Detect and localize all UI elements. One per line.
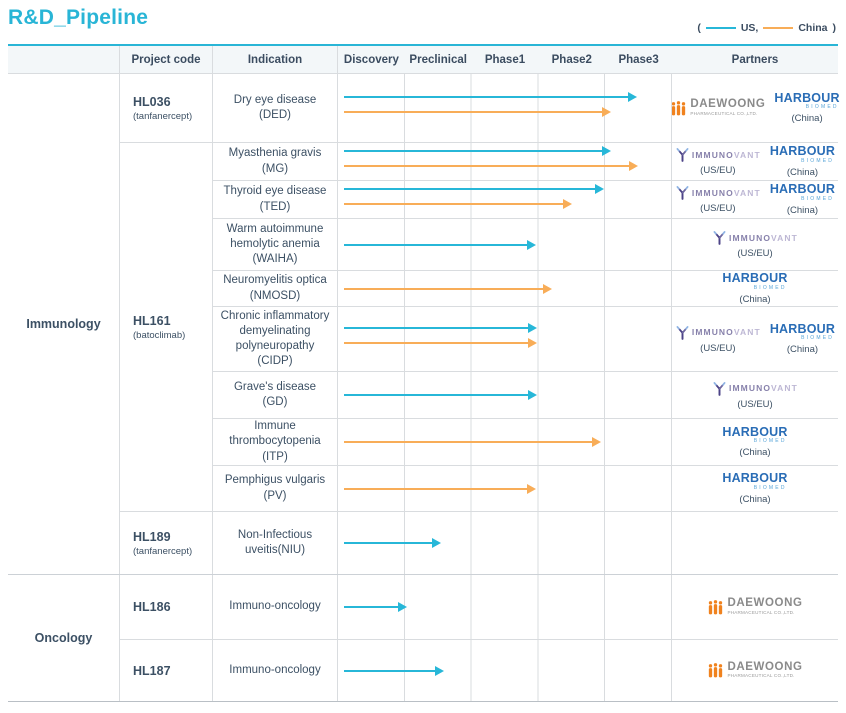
harbour-biomed-logo: [722, 272, 787, 291]
project-cell: [120, 74, 213, 142]
arrow-shaft: [344, 327, 532, 329]
project-drug-name: (tanfanercept): [133, 545, 193, 557]
arrow-shaft: [344, 203, 567, 205]
project-drug-name: (tanfanercept): [133, 110, 193, 122]
indication-line: (DED): [259, 109, 291, 121]
pipeline-row: [213, 306, 838, 371]
harbour-biomed-subtitle: BIOMED: [801, 157, 835, 164]
indication-cell: [213, 419, 338, 465]
timeline-cell: [338, 74, 672, 142]
partners-cell: [672, 372, 838, 418]
harbour-biomed-logo: [722, 472, 787, 491]
pipeline-arrow-china: [344, 161, 638, 171]
daewoong-subtitle: PHARMACEUTICAL CO.,LTD.: [727, 609, 795, 615]
pipeline-arrow-us: [344, 184, 604, 194]
indication-line: uveitis(NIU): [244, 544, 306, 556]
pipeline-arrow-us: [344, 240, 536, 250]
category-cell: [8, 74, 120, 574]
arrow-head: [595, 184, 604, 194]
indication-cell: [213, 372, 338, 418]
partner-region-label: (China): [739, 493, 771, 505]
project-group: [120, 639, 838, 701]
partners-cell: [672, 419, 838, 465]
harbour-biomed-logo: [770, 145, 835, 164]
pipeline-row: [213, 74, 838, 142]
partner-region-label: (US/EU): [737, 398, 773, 410]
partner-region-label: (US/EU): [700, 342, 736, 354]
arrow-head: [602, 107, 611, 117]
daewoong-icon: [707, 600, 724, 615]
indication-line: (TED): [259, 200, 291, 213]
indication-line: Non-Infectious: [237, 528, 313, 541]
indication-line: Immuno-oncology: [229, 663, 321, 676]
indication-line: (WAIHA): [252, 253, 298, 266]
indication-cell: [213, 307, 338, 371]
daewoong-subtitle: PHARMACEUTICAL CO.,LTD.: [690, 110, 758, 116]
pipeline-section: [8, 574, 838, 701]
project-cell: [120, 143, 213, 511]
indication-cell: [213, 74, 338, 142]
immunovant-antibody-icon: [675, 185, 690, 200]
daewoong-text: [727, 662, 802, 679]
partner-daewoong: [670, 99, 765, 116]
indication-rows: [213, 512, 838, 574]
arrow-shaft: [344, 96, 632, 98]
partner-immunovant: [675, 185, 761, 214]
immunovant-name: IMMUNOVANT: [729, 232, 798, 243]
harbour-biomed-logo: [770, 323, 835, 342]
header-phase-2: Phase2: [551, 53, 592, 66]
timeline-cell: [338, 181, 672, 218]
legend-us-swatch: [706, 27, 736, 29]
indication-cell: [213, 575, 338, 639]
pipeline-row: [213, 640, 838, 701]
indication-line: Pemphigus vulgaris: [224, 474, 326, 487]
partner-region-label: (China): [786, 166, 819, 178]
timeline-cell: [338, 419, 672, 465]
indication-line: (PV): [263, 489, 287, 502]
daewoong-text: [727, 598, 802, 615]
project-cell: [120, 640, 213, 701]
header-indication: [213, 46, 338, 73]
partners-cell: [672, 640, 838, 701]
project-code: HL187: [133, 663, 171, 678]
project-code: HL189: [133, 529, 171, 544]
partners-cell: [672, 143, 838, 180]
header-partners-label: Partners: [731, 53, 779, 66]
partner-harbour: [770, 323, 835, 356]
legend-open-paren: (: [697, 22, 701, 34]
harbour-name: HARBOUR: [769, 144, 836, 159]
project-cell: [120, 512, 213, 574]
arrow-shaft: [344, 188, 599, 190]
indication-line: Myasthenia gravis: [228, 147, 322, 160]
partners-cell: [672, 575, 838, 639]
project-cell: [120, 575, 213, 639]
indication-line: Chronic inflammatory: [220, 309, 330, 322]
immunovant-logo: [675, 325, 761, 340]
arrow-shaft: [344, 441, 596, 443]
immunovant-antibody-icon: [712, 381, 727, 396]
harbour-name: HARBOUR: [774, 90, 840, 105]
arrow-shaft: [344, 606, 402, 608]
harbour-biomed-subtitle: BIOMED: [805, 104, 839, 111]
table-body: [8, 74, 838, 701]
harbour-biomed-subtitle: BIOMED: [801, 195, 835, 202]
daewoong-logo: [707, 662, 802, 679]
pipeline-arrow-china: [344, 284, 552, 294]
daewoong-subtitle: PHARMACEUTICAL CO.,LTD.: [727, 673, 795, 679]
arrow-head: [628, 92, 637, 102]
pipeline-section: [8, 74, 838, 574]
arrow-shaft: [344, 150, 606, 152]
indication-line: (MG): [261, 162, 289, 175]
project-group: [120, 74, 838, 142]
timeline-cell: [338, 575, 672, 639]
pipeline-arrow-us: [344, 92, 637, 102]
indication-line: Dry eye disease: [233, 93, 317, 106]
pipeline-arrow-us: [344, 538, 441, 548]
section-content: [120, 74, 838, 574]
partner-harbour: [770, 183, 835, 216]
partner-immunovant: [712, 381, 798, 410]
timeline-cell: [338, 372, 672, 418]
indication-line: (ITP): [262, 450, 288, 463]
indication-rows: [213, 575, 838, 639]
arrow-head: [528, 323, 537, 333]
pipeline-arrow-china: [344, 199, 572, 209]
daewoong-name: DAEWOONG: [727, 597, 803, 610]
project-code: HL161: [133, 313, 171, 328]
project-group: [120, 142, 838, 511]
indication-line: Thyroid eye disease: [223, 185, 327, 198]
indication-line: (NMOSD): [249, 289, 301, 302]
arrow-shaft: [344, 165, 633, 167]
harbour-name: HARBOUR: [722, 271, 788, 286]
harbour-biomed-logo: [722, 426, 787, 445]
indication-line: (CIDP): [257, 355, 293, 368]
header-phase-preclinical: Preclinical: [409, 53, 467, 66]
partner-region-label: (US/EU): [700, 165, 736, 176]
project-code: HL036: [133, 94, 171, 109]
pipeline-arrow-china: [344, 107, 611, 117]
harbour-biomed-subtitle: BIOMED: [753, 284, 787, 291]
indication-line: Immuno-oncology: [229, 600, 321, 613]
harbour-biomed-subtitle: BIOMED: [753, 438, 787, 445]
immunovant-antibody-icon: [675, 147, 690, 162]
pipeline-row: [213, 371, 838, 418]
project-code: HL186: [133, 600, 171, 614]
arrow-head: [527, 484, 536, 494]
timeline-cell: [338, 512, 672, 574]
partners-cell: [672, 74, 838, 142]
immunovant-logo: [712, 230, 798, 245]
partner-immunovant: [675, 147, 761, 176]
pipeline-arrow-us: [344, 323, 537, 333]
partner-region-label: (China): [786, 344, 819, 356]
harbour-name: HARBOUR: [722, 424, 788, 439]
harbour-biomed-subtitle: BIOMED: [801, 335, 835, 342]
indication-cell: [213, 181, 338, 218]
arrow-head: [592, 437, 601, 447]
partner-daewoong: [707, 662, 802, 679]
arrow-shaft: [344, 342, 532, 344]
timeline-cell: [338, 143, 672, 180]
legend-china-label: China: [798, 22, 828, 34]
partner-immunovant: [675, 325, 761, 354]
timeline-cell: [338, 271, 672, 306]
partner-harbour: [722, 426, 787, 459]
indication-line: thrombocytopenia: [229, 435, 321, 448]
pipeline-row: [213, 465, 838, 511]
partners-cell: [672, 181, 838, 218]
arrow-head: [563, 199, 572, 209]
header-phase-3: Phase3: [618, 53, 659, 66]
project-group: [120, 511, 838, 574]
partner-region-label: (US/EU): [700, 203, 736, 214]
arrow-head: [398, 602, 407, 612]
arrow-head: [528, 338, 537, 348]
harbour-name: HARBOUR: [769, 182, 836, 197]
partners-cell: [672, 466, 838, 511]
pipeline-row: [213, 270, 838, 306]
immunovant-logo: [675, 185, 761, 200]
pipeline-row: [213, 218, 838, 270]
header-partners: [672, 46, 838, 73]
indication-line: Warm autoimmune: [226, 222, 324, 235]
daewoong-icon: [707, 663, 724, 678]
pipeline-arrow-china: [344, 437, 601, 447]
indication-line: Grave's disease: [233, 380, 317, 393]
immunovant-antibody-icon: [675, 325, 690, 340]
immunovant-name: IMMUNOVANT: [691, 149, 761, 160]
harbour-biomed-logo: [770, 183, 835, 202]
header-project-code: [120, 46, 213, 73]
immunovant-logo: [675, 147, 761, 162]
harbour-name: HARBOUR: [722, 471, 788, 486]
header-phase-1: Phase1: [484, 53, 526, 66]
arrow-shaft: [344, 244, 531, 246]
harbour-name: HARBOUR: [769, 321, 836, 336]
partner-harbour: [770, 145, 835, 178]
indication-line: Immune: [254, 420, 296, 433]
partner-immunovant: [712, 230, 798, 259]
pipeline-table: [8, 44, 838, 702]
project-drug-name: (batoclimab): [133, 329, 186, 341]
arrow-shaft: [344, 670, 439, 672]
indication-line: (GD): [262, 396, 288, 408]
table-header: [8, 46, 838, 74]
arrow-head: [432, 538, 441, 548]
partner-daewoong: [707, 598, 802, 615]
timeline-cell: [338, 219, 672, 270]
header-project-code-label: Project code: [131, 53, 201, 66]
immunovant-antibody-icon: [712, 230, 727, 245]
category-cell: [8, 575, 120, 701]
category-label: Oncology: [34, 631, 93, 645]
arrow-shaft: [344, 394, 532, 396]
pipeline-arrow-us: [344, 666, 444, 676]
header-phase-discovery: Discovery: [343, 53, 399, 66]
partner-region-label: (US/EU): [737, 248, 773, 259]
arrow-head: [435, 666, 444, 676]
indication-cell: [213, 640, 338, 701]
daewoong-name: DAEWOONG: [727, 660, 803, 673]
pipeline-arrow-us: [344, 602, 407, 612]
page-title: R&D_Pipeline: [8, 6, 149, 29]
indication-cell: [213, 512, 338, 574]
header-indication-label: Indication: [247, 53, 303, 66]
daewoong-logo: [707, 598, 802, 615]
arrow-shaft: [344, 488, 531, 490]
header-phases: [338, 46, 672, 73]
partner-harbour: [722, 272, 787, 305]
pipeline-row: [213, 180, 838, 218]
pipeline-arrow-china: [344, 484, 536, 494]
pipeline-row: [213, 575, 838, 639]
pipeline-row: [213, 143, 838, 180]
partner-harbour: [722, 472, 787, 505]
indication-line: Neuromyelitis optica: [223, 274, 327, 287]
legend-close-paren: ): [832, 22, 836, 34]
arrow-shaft: [344, 542, 436, 544]
section-content: [120, 575, 838, 701]
pipeline-arrow-us: [344, 390, 537, 400]
legend-china-swatch: [763, 27, 793, 29]
partner-region-label: (China): [791, 113, 823, 125]
partners-cell: [672, 307, 838, 371]
daewoong-icon: [670, 101, 687, 116]
pipeline-row: [213, 418, 838, 465]
harbour-biomed-subtitle: BIOMED: [753, 484, 787, 491]
project-group: [120, 575, 838, 639]
partner-harbour: [774, 92, 839, 125]
indication-rows: [213, 74, 838, 142]
arrow-head: [602, 146, 611, 156]
indication-rows: [213, 143, 838, 511]
daewoong-logo: [670, 99, 765, 116]
immunovant-name: IMMUNOVANT: [729, 383, 798, 393]
partner-region-label: (China): [786, 204, 819, 216]
header-category: [8, 46, 120, 73]
arrow-shaft: [344, 111, 606, 113]
indication-cell: [213, 219, 338, 270]
pipeline-arrow-us: [344, 146, 611, 156]
partners-cell: [672, 512, 838, 574]
arrow-head: [528, 390, 537, 400]
indication-rows: [213, 640, 838, 701]
category-label: Immunology: [26, 317, 101, 331]
partner-region-label: (China): [739, 447, 771, 459]
legend-us-label: US,: [740, 22, 759, 34]
arrow-shaft: [344, 288, 547, 290]
indication-cell: [213, 466, 338, 511]
indication-line: hemolytic anemia: [230, 237, 320, 250]
immunovant-logo: [712, 381, 798, 396]
timeline-cell: [338, 640, 672, 701]
legend: [697, 22, 836, 34]
partners-cell: [672, 219, 838, 270]
indication-line: polyneuropathy: [235, 340, 315, 352]
partner-region-label: (China): [739, 293, 771, 305]
arrow-head: [527, 240, 536, 250]
harbour-biomed-logo: [774, 92, 839, 111]
indication-line: demyelinating: [239, 324, 311, 337]
daewoong-text: [690, 99, 765, 116]
indication-cell: [213, 143, 338, 180]
pipeline-row: [213, 512, 838, 574]
daewoong-name: DAEWOONG: [690, 98, 766, 111]
indication-cell: [213, 271, 338, 306]
timeline-cell: [338, 466, 672, 511]
immunovant-name: IMMUNOVANT: [691, 327, 761, 337]
arrow-head: [629, 161, 638, 171]
arrow-head: [543, 284, 552, 294]
immunovant-name: IMMUNOVANT: [691, 187, 761, 198]
pipeline-arrow-china: [344, 338, 537, 348]
timeline-cell: [338, 307, 672, 371]
partners-cell: [672, 271, 838, 306]
